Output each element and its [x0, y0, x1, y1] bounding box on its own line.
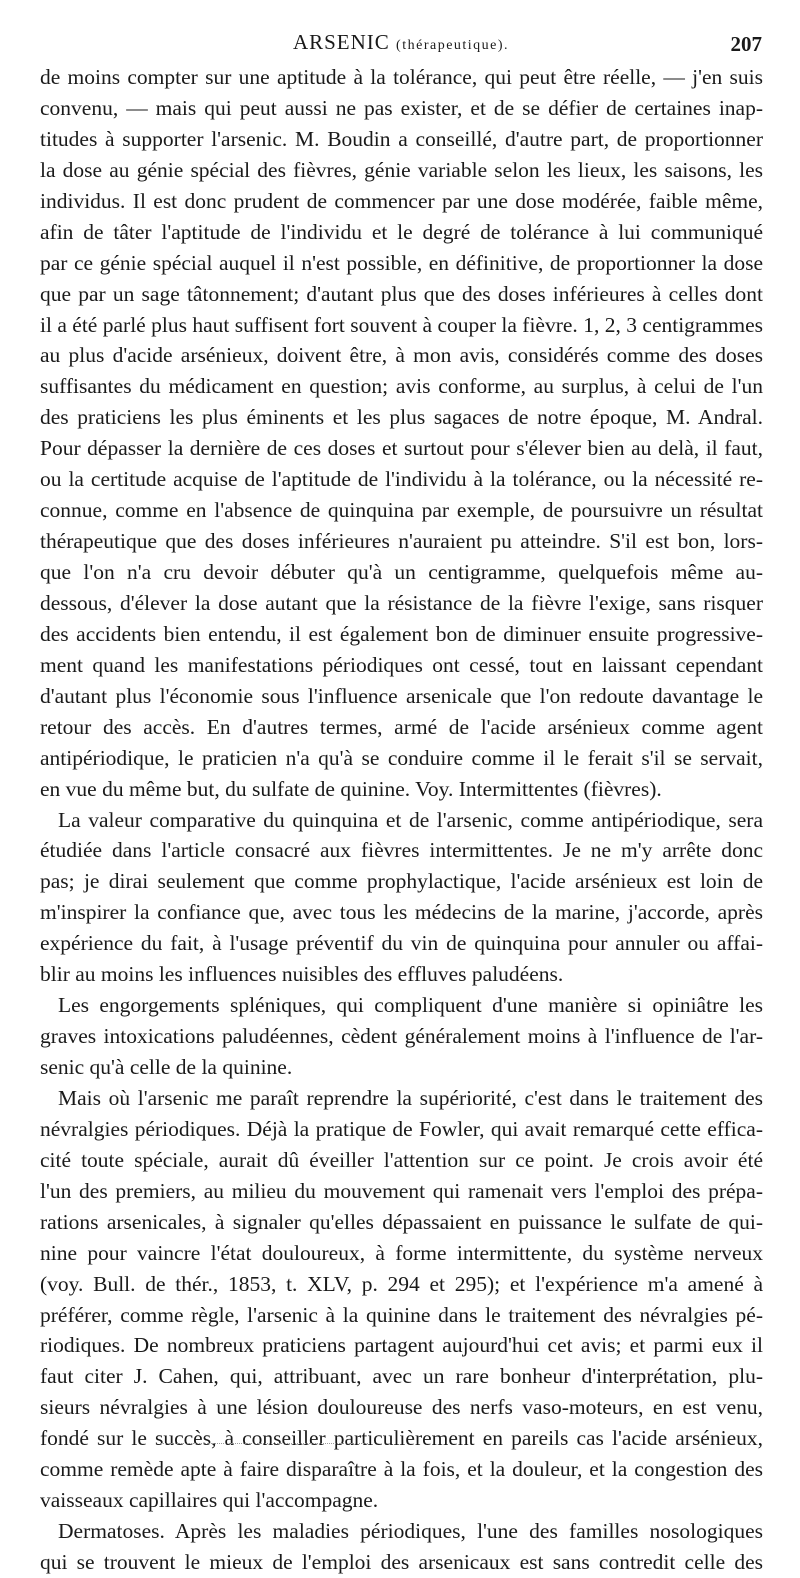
- text-line: préférer, comme règle, l'arsenic à la quinine dans le traitement des névralgies pé-: [40, 1302, 763, 1327]
- text-line: comme remède apte à faire disparaître à la fois, et la douleur, et la congestion des: [40, 1457, 763, 1482]
- text-line: Dermatoses. Après les maladies périodiques, l'une des familles nosologiques: [58, 1519, 763, 1544]
- text-line: expérience du fait, à l'usage préventif du vin de quinquina pour annuler ou affai-: [40, 931, 763, 956]
- text-line: des praticiens les plus éminents et les plus sagaces de notre époque, M. Andral.: [40, 405, 763, 430]
- text-line: fondé sur le succès, à conseiller particulièrement en pareils cas l'acide arsénieux,: [40, 1426, 763, 1451]
- text-line: au plus d'acide arsénieux, doivent être, à mon avis, considérés comme des doses: [40, 343, 763, 368]
- text-line: par ce génie spécial auquel il n'est possible, en définitive, de proportionner la dose: [40, 250, 763, 275]
- text-line: des accidents bien entendu, il est également bon de diminuer ensuite progressive-: [40, 621, 763, 646]
- text-line: que par un sage tâtonnement; d'autant plus que des doses inférieures à celles dont: [40, 281, 763, 306]
- text-line: faut citer J. Cahen, qui, attribuant, avec un rare bonheur d'interprétation, plu-: [40, 1364, 763, 1389]
- text-line: névralgies périodiques. Déjà la pratique de Fowler, qui avait remarqué cette effica-: [40, 1116, 763, 1141]
- running-header: [40, 30, 762, 62]
- text-line: retour des accès. En d'autres termes, armé de l'acide arsénieux comme agent: [40, 714, 763, 739]
- text-line: sieurs névralgies à une lésion douloureuse des nerfs vaso-moteurs, en est venu,: [40, 1395, 763, 1420]
- text-line: (voy. Bull. de thér., 1853, t. XLV, p. 294 et 295); et l'expérience m'a amené à: [40, 1271, 763, 1296]
- text-line: ou la certitude acquise de l'aptitude de l'individu à la tolérance, ou la nécessité re-: [40, 467, 763, 492]
- text-line: qui se trouvent le mieux de l'emploi des arsenicaux est sans contredit celle des: [40, 1550, 763, 1574]
- text-line: Mais où l'arsenic me paraît reprendre la supériorité, c'est dans le traitement des: [58, 1085, 763, 1110]
- text-line: Pour dépasser la dernière de ces doses et surtout pour s'élever bien au delà, il faut,: [40, 436, 763, 461]
- text-line: cité toute spéciale, aurait dû éveiller l'attention sur ce point. Je crois avoir été: [40, 1147, 763, 1172]
- text-line: Les engorgements spléniques, qui compliquent d'une manière si opiniâtre les: [58, 993, 763, 1018]
- text-line: il a été parlé plus haut suffisent fort souvent à couper la fièvre. 1, 2, 3 centigrammes: [40, 312, 763, 337]
- text-line: ment quand les manifestations périodiques ont cessé, tout en laissant cependant: [40, 652, 763, 677]
- text-line: nine pour vaincre l'état douloureux, à forme intermittente, du système nerveux: [40, 1240, 763, 1265]
- text-line: senic qu'à celle de la quinine.: [40, 1055, 293, 1079]
- text-line: graves intoxications paludéennes, cèdent généralement moins à l'influence de l'ar-: [40, 1024, 763, 1049]
- text-line: dessous, d'élever la dose autant que la résistance de la fièvre l'exige, sans risquer: [40, 590, 763, 615]
- page-number: 207: [730, 32, 762, 56]
- text-line: convenu, — mais qui peut aussi ne pas exister, et de se défier de certaines inap-: [40, 95, 763, 120]
- running-title-main: ARSENIC: [292, 30, 390, 54]
- text-line: l'un des premiers, au milieu du mouvement qui ramenait vers l'emploi des prépa-: [40, 1178, 763, 1203]
- text-line: thérapeutique que des doses inférieures n'auraient pu atteindre. S'il est bon, lors-: [40, 529, 763, 554]
- text-line: m'inspirer la confiance que, avec tous les médecins de la marine, j'accorde, après: [40, 900, 763, 925]
- text-line: en vue du même but, du sulfate de quinine. Voy. Intermittentes (fièvres).: [40, 776, 662, 801]
- text-line: blir au moins les influences nuisibles des effluves paludéens.: [40, 962, 564, 987]
- running-title-sub: (thérapeutique).: [396, 38, 510, 53]
- text-line: la dose au génie spécial des fièvres, génie variable selon les lieux, les saisons, les: [40, 157, 763, 182]
- body-text: [40, 62, 763, 1578]
- text-line: pas; je dirai seulement que comme prophylactique, l'acide arsénieux est loin de: [40, 869, 763, 894]
- text-line: étudiée dans l'article consacré aux fièvres intermittentes. Je ne m'y arrête donc: [40, 838, 763, 863]
- text-line: vaisseaux capillaires qui l'accompagne.: [40, 1488, 379, 1513]
- running-title: [40, 30, 762, 55]
- footer-rule: [160, 1443, 370, 1444]
- text-line: suffisantes du médicament en question; avis conforme, au surplus, à celui de l'un: [40, 374, 763, 399]
- text-line: que l'on n'a cru devoir débuter qu'à un centigramme, quelquefois même au-: [40, 560, 763, 584]
- text-line: afin de tâter l'aptitude de l'individu et le degré de tolérance à lui communiqué: [40, 219, 763, 244]
- text-line: d'autant plus l'économie sous l'influence arsenicale que l'on redoute davantage le: [40, 683, 763, 708]
- text-line: riodiques. De nombreux praticiens partagent aujourd'hui cet avis; et parmi eux il: [40, 1333, 763, 1358]
- text-line: de moins compter sur une aptitude à la tolérance, qui peut être réelle, — j'en suis: [40, 65, 763, 89]
- text-line: individus. Il est donc prudent de commencer par une dose modérée, faible même,: [40, 188, 763, 213]
- text-line: titudes à supporter l'arsenic. M. Boudin a conseillé, d'autre part, de proportionner: [40, 126, 763, 151]
- text-line: antipériodique, le praticien n'a qu'à se conduire comme il le ferait s'il se servait,: [40, 745, 763, 770]
- text-line: rations arsenicales, à signaler qu'elles dépassaient en puissance le sulfate de qui-: [40, 1209, 763, 1234]
- text-line: La valeur comparative du quinquina et de l'arsenic, comme antipériodique, sera: [58, 807, 763, 832]
- text-line: connue, comme en l'absence de quinquina par exemple, de poursuivre un résultat: [40, 498, 763, 523]
